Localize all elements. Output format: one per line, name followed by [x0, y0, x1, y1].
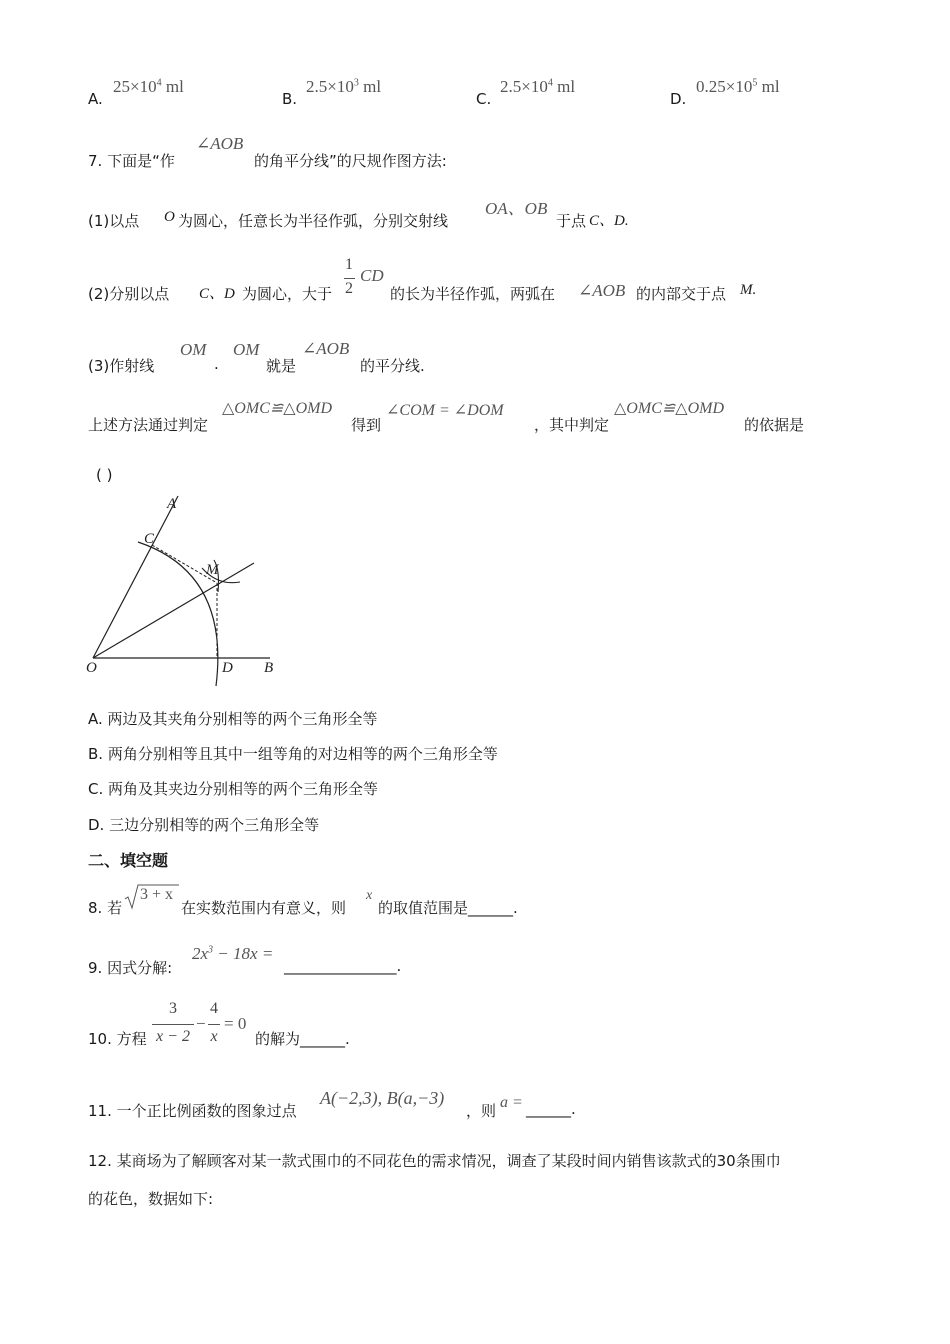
ray-om [93, 563, 254, 658]
q10-frac2-num: 4 [210, 1000, 218, 1017]
q8-prefix: 8. 若 [88, 899, 123, 917]
q6-option-b-value: $2.5\times 10^3$ ml [306, 77, 382, 96]
q8-mid: 在实数范围内有意义，则 [181, 899, 347, 917]
label-o: O [86, 660, 97, 676]
q6-option-d-letter: D. [670, 90, 687, 108]
q7-congruence-1: △OMC≌△OMD [222, 400, 333, 417]
q6-option-d-value: $0.25\times 10^5$ ml [696, 77, 780, 96]
q7-angle: ∠AOB [196, 134, 244, 153]
q7-step1-b: 为圆心，任意长为半径作弧，分别交射线 [178, 212, 449, 230]
q7-option-d: D. 三边分别相等的两个三角形全等 [88, 816, 320, 834]
q6-option-b-letter: B. [282, 90, 298, 108]
q10-frac1-line [152, 1024, 194, 1025]
q7-step3-om2: OM [233, 340, 260, 359]
q9-prefix: 9. 因式分解: [88, 959, 173, 977]
q11-prefix: 11. 一个正比例函数的图象过点 [88, 1102, 297, 1120]
q7-step1-o: O [164, 209, 175, 225]
q12-line1: 12. 某商场为了解顾客对某一款式围巾的不同花色的需求情况，调查了某段时间内销售该款式的30条围巾 [88, 1152, 781, 1170]
q11-points: A(−2,3), B(a,−3) [320, 1088, 445, 1108]
q7-step1-rays: OA、OB [485, 199, 548, 218]
q7-suffix: 的角平分线”的尺规作图方法: [254, 152, 447, 170]
q11-mid: ，则 [466, 1102, 497, 1120]
q7-step1-c: 于点 [556, 212, 587, 230]
q7-step2-frac-num: 1 [345, 256, 353, 273]
q8-suffix: 的取值范围是______. [378, 899, 518, 917]
q7-step2-c: 的长为半径作弧，两弧在 [390, 285, 556, 303]
q7-figure [80, 488, 290, 698]
q11-var: a = [500, 1094, 523, 1111]
q10-prefix: 10. 方程 [88, 1030, 147, 1048]
q7-step3-angle: ∠AOB [302, 339, 350, 358]
label-b: B [264, 660, 274, 676]
q7-step2-m: M. [740, 282, 757, 298]
q7-equal-angles: ∠COM = ∠DOM [386, 402, 504, 419]
q7-step1-cd: C、D. [589, 213, 629, 229]
q11-suffix: ______. [526, 1100, 576, 1118]
q7-step3-a: (3)作射线 [88, 357, 155, 375]
q10-frac2-den: x [210, 1028, 218, 1045]
q7-step3-b: 就是 [266, 357, 297, 375]
label-c: C [144, 531, 155, 547]
q6-option-c-letter: C. [476, 90, 492, 108]
q7-step3-dot: . [214, 355, 219, 373]
q10-eq: = 0 [224, 1014, 247, 1033]
q7-step2-cd: C、D [199, 286, 235, 302]
q12-line2: 的花色，数据如下: [88, 1190, 214, 1208]
q7-concl-c: ，其中判定 [534, 416, 610, 434]
q7-concl-a: 上述方法通过判定 [88, 416, 209, 434]
q10-frac2-line [208, 1024, 220, 1025]
q7-step2-frac-den: 2 [345, 280, 353, 297]
q7-step3-om1: OM [180, 340, 207, 359]
label-d: D [222, 660, 233, 676]
q8-radicand: 3 + x [140, 886, 174, 903]
q7-step3-c: 的平分线. [360, 357, 425, 375]
q9-expression: $2x^3 - 18x$ = [192, 944, 274, 963]
section-title-fill-in: 二、填空题 [88, 851, 169, 870]
q10-minus: − [196, 1014, 206, 1033]
q7-concl-b: 得到 [351, 416, 382, 434]
label-a: A [167, 496, 177, 512]
q7-prefix: 7. 下面是“作 [88, 152, 175, 170]
q7-option-c: C. 两角及其夹边分别相等的两个三角形全等 [88, 780, 379, 798]
q7-option-a: A. 两边及其夹角分别相等的两个三角形全等 [88, 710, 378, 728]
q8-var: x [366, 888, 373, 903]
q7-step2-b: 为圆心，大于 [242, 285, 333, 303]
q7-step2-a: (2)分别以点 [88, 285, 170, 303]
q10-frac1-num: 3 [169, 1000, 177, 1017]
q6-option-c-value: $2.5\times 10^4$ ml [500, 77, 576, 96]
q10-suffix: 的解为______. [255, 1030, 350, 1048]
q7-concl-d: 的依据是 [744, 416, 805, 434]
q7-option-b: B. 两角分别相等且其中一组等角的对边相等的两个三角形全等 [88, 745, 498, 763]
q6-option-a-value: $25\times 10^4$ ml [113, 77, 184, 96]
q10-frac1-den: x − 2 [156, 1028, 190, 1045]
q7-step2-frac-line [344, 278, 355, 279]
q6-option-a-letter: A. [88, 90, 103, 108]
label-m: M [206, 562, 219, 578]
q7-step2-seg: CD [360, 266, 384, 285]
q7-step1-a: (1)以点 [88, 212, 140, 230]
ray-oa [93, 496, 178, 658]
q7-congruence-2: △OMC≌△OMD [614, 400, 725, 417]
q7-answer-paren: ( ) [96, 466, 113, 484]
q9-suffix: _______________. [284, 957, 402, 975]
q7-step2-angle: ∠AOB [578, 281, 626, 300]
q7-step2-d: 的内部交于点 [636, 285, 727, 303]
